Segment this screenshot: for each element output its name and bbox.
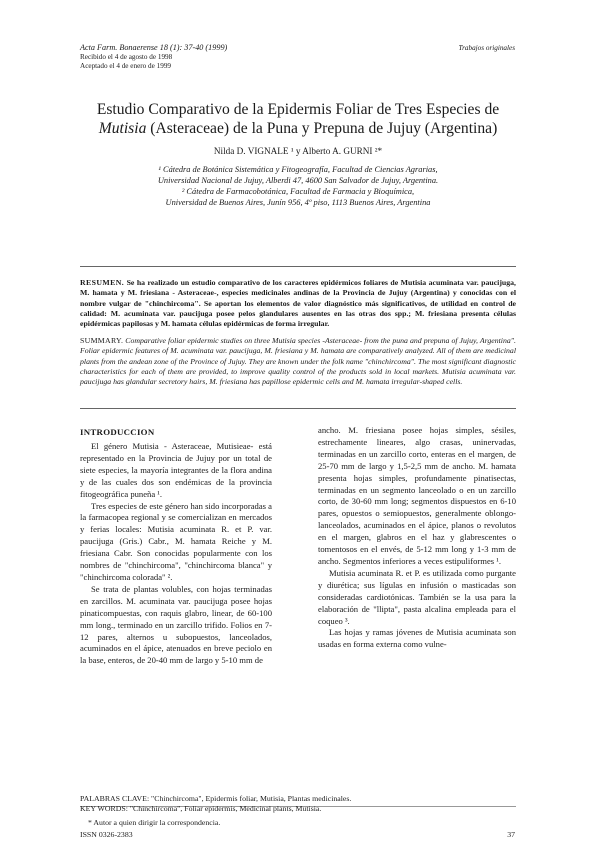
accepted-date: Aceptado el 4 de enero de 1999: [80, 61, 172, 70]
affiliation-line: ¹ Cátedra de Botánica Sistemática y Fitogeografía, Facultad de Ciencias Agrarias,: [158, 165, 438, 174]
keywords-en: KEY WORDS: "Chinchircoma", Foliar epidermis, Medicinal plants, Mutisia.: [80, 804, 322, 813]
title-line-1: Estudio Comparativo de la Epidermis Foliar de Tres Especies de: [96, 101, 500, 118]
footnote: * Autor a quien dirigir la correspondencia.: [88, 818, 221, 827]
issn: ISSN 0326-2383: [80, 830, 133, 839]
paragraph: ancho. M. friesiana posee hojas simples, sésiles, estrechamente lineares, algo crasas, uninervadas, terminadas en un zarcillo corto, enteras en el margen, de 25-70 mm de largo y 1,5-2,5 mm de ancho. M. hamata presenta hojas simples, profundamente pinatisectas, terminadas en un segmento lanceolado o en un zarcillo corto, de 30-60 mm long; segmentos dispuestos en 6-10 pares, opuestos o semiopuestos, generalmente oblongo-lanceolados, acuminados en el ápice, planos o revolutos en el margen, glabros en el haz y glabrescentes o tomentosos en el envés, de 5-12 mm long y 1-3 mm de ancho. Segmentos inferiores a veces estipuliformes ¹.: [318, 425, 516, 566]
paragraph: Tres especies de este género han sido incorporadas a la farmacopea regional y se comercializan en mercados y ferias locales: Mutisia acuminata R. et P. var. paucijuga (Gris.) Cabr., M. hamata Reiche y M. friesiana Cabr. Son conocidas popularmente con los nombres de "chinchircoma", "chinchircoma blanca" y "chinchircoma colorada" ².: [80, 500, 272, 582]
section-heading: INTRODUCCION: [80, 427, 155, 437]
paragraph: Mutisia acuminata R. et P. es utilizada como purgante y diurética; sus lígulas en infusión o masticadas son consideradas cardiotónicas. También se la usa para la elaboración de "llipta", pasta alcalina empleada para el coqueo ³.: [318, 567, 516, 626]
resumen-text: Se ha realizado un estudio comparativo de los caracteres epidérmicos foliares de Mutisia acuminata var. paucijuga, M. hamata y M. friesiana - Asteraceae-, especies medicinales andinas de la Provincia de Jujuy (Argentina) y conocidas con el nombre vulgar de "chinchircoma". Se aportan los elementos de valor diagnóstico más significativos, de utilidad en control de calidad: M. acuminata var. paucijuga posee pelos glandulares ausentes en las otras dos spp.; M. friesiana presenta células epidérmicas papilosas y M. hamata células epidérmicas de forma irregular.: [80, 278, 517, 329]
paragraph: Se trata de plantas volubles, con hojas terminadas en zarcillos. M. acuminata var. paucijuga posee hojas pinaticompuestas, con raquis glabro, linear, de 60-100 mm long., terminado en un zarcillo trifido. Folios en 7-12 pares, alternos u subopuestos, lanceolados, acuminados en el ápice, atenuados en breve peciolo en la base, enteros, de 20-40 mm de largo y 5-10 mm de: [80, 583, 272, 666]
page-number: 37: [507, 830, 515, 839]
journal-citation: [80, 43, 227, 70]
title-line-2: [80, 119, 516, 138]
article-title: [80, 100, 516, 138]
title-line-2-rest: (Asteraceae) de la Puna y Prepuna de Jujuy (Argentina): [146, 120, 498, 137]
affiliation-line: ² Cátedra de Farmacobotánica, Facultad de Farmacia y Bioquímica,: [181, 187, 415, 196]
keywords: [80, 794, 516, 828]
authors: Nilda D. VIGNALE ¹ y Alberto A. GURNI ²*: [213, 146, 383, 156]
title-genus: Mutisia: [98, 120, 147, 137]
affiliation-line: Universidad de Buenos Aires, Junín 956, 4º piso, 1113 Buenos Aires, Argentina: [165, 198, 431, 207]
resumen-label: RESUMEN.: [80, 278, 125, 287]
received-date: Recibido el 4 de agosto de 1998: [80, 53, 173, 61]
resumen: [80, 278, 516, 329]
abstract-bottom-rule: [80, 408, 516, 409]
abstract-top-rule: [80, 266, 516, 267]
summary-label: SUMMARY.: [80, 336, 124, 345]
left-column: [80, 441, 272, 667]
section-label: Trabajos originales: [458, 44, 515, 52]
affiliation-line: Universidad Nacional de Jujuy, Alberdi 47, 4600 San Salvador de Jujuy, Argentina.: [157, 176, 439, 185]
keywords-es: PALABRAS CLAVE: "Chinchircoma", Epidermis foliar, Mutisia, Plantas medicinales.: [80, 794, 352, 803]
journal-line: Acta Farm. Bonaerense 18 (1): 37-40 (1999): [80, 43, 228, 52]
summary: [80, 336, 516, 387]
paragraph: Las hojas y ramas jóvenes de Mutisia acuminata son usadas en forma externa como vulne-: [318, 627, 516, 650]
affiliations: [96, 164, 500, 208]
summary-text: Comparative foliar epidermic studies on three Mutisia species -Asteraceae- from the puna and prepuna of Jujuy, Argentina". Foliar epidermic features of M. acuminata var. paucijuga, M. friesiana y M. hamata are comparatively analyzed. All of them are medicinal plants from the andean zone of the Province of Jujuy. They are known under the folk name "chinchircoma". The most significant diagnostic characteristics for each of them are provided, to improve quality control of the products sold in local markets. Mutisia acuminata var. paucijuga has glandular secretory hairs, M. friesiana has papillose epidermic cells and M. hamata irregular-shaped cells.: [80, 336, 516, 387]
paragraph: El género Mutisia - Asteraceae, Mutisieae- está representado en la Provincia de Jujuy por un total de siete especies, la mayoría integrantes de la flora andina y de las cuales dos son endémicas de la provincia fitogeográfica puneña ¹.: [80, 441, 272, 499]
right-column: [318, 425, 516, 651]
